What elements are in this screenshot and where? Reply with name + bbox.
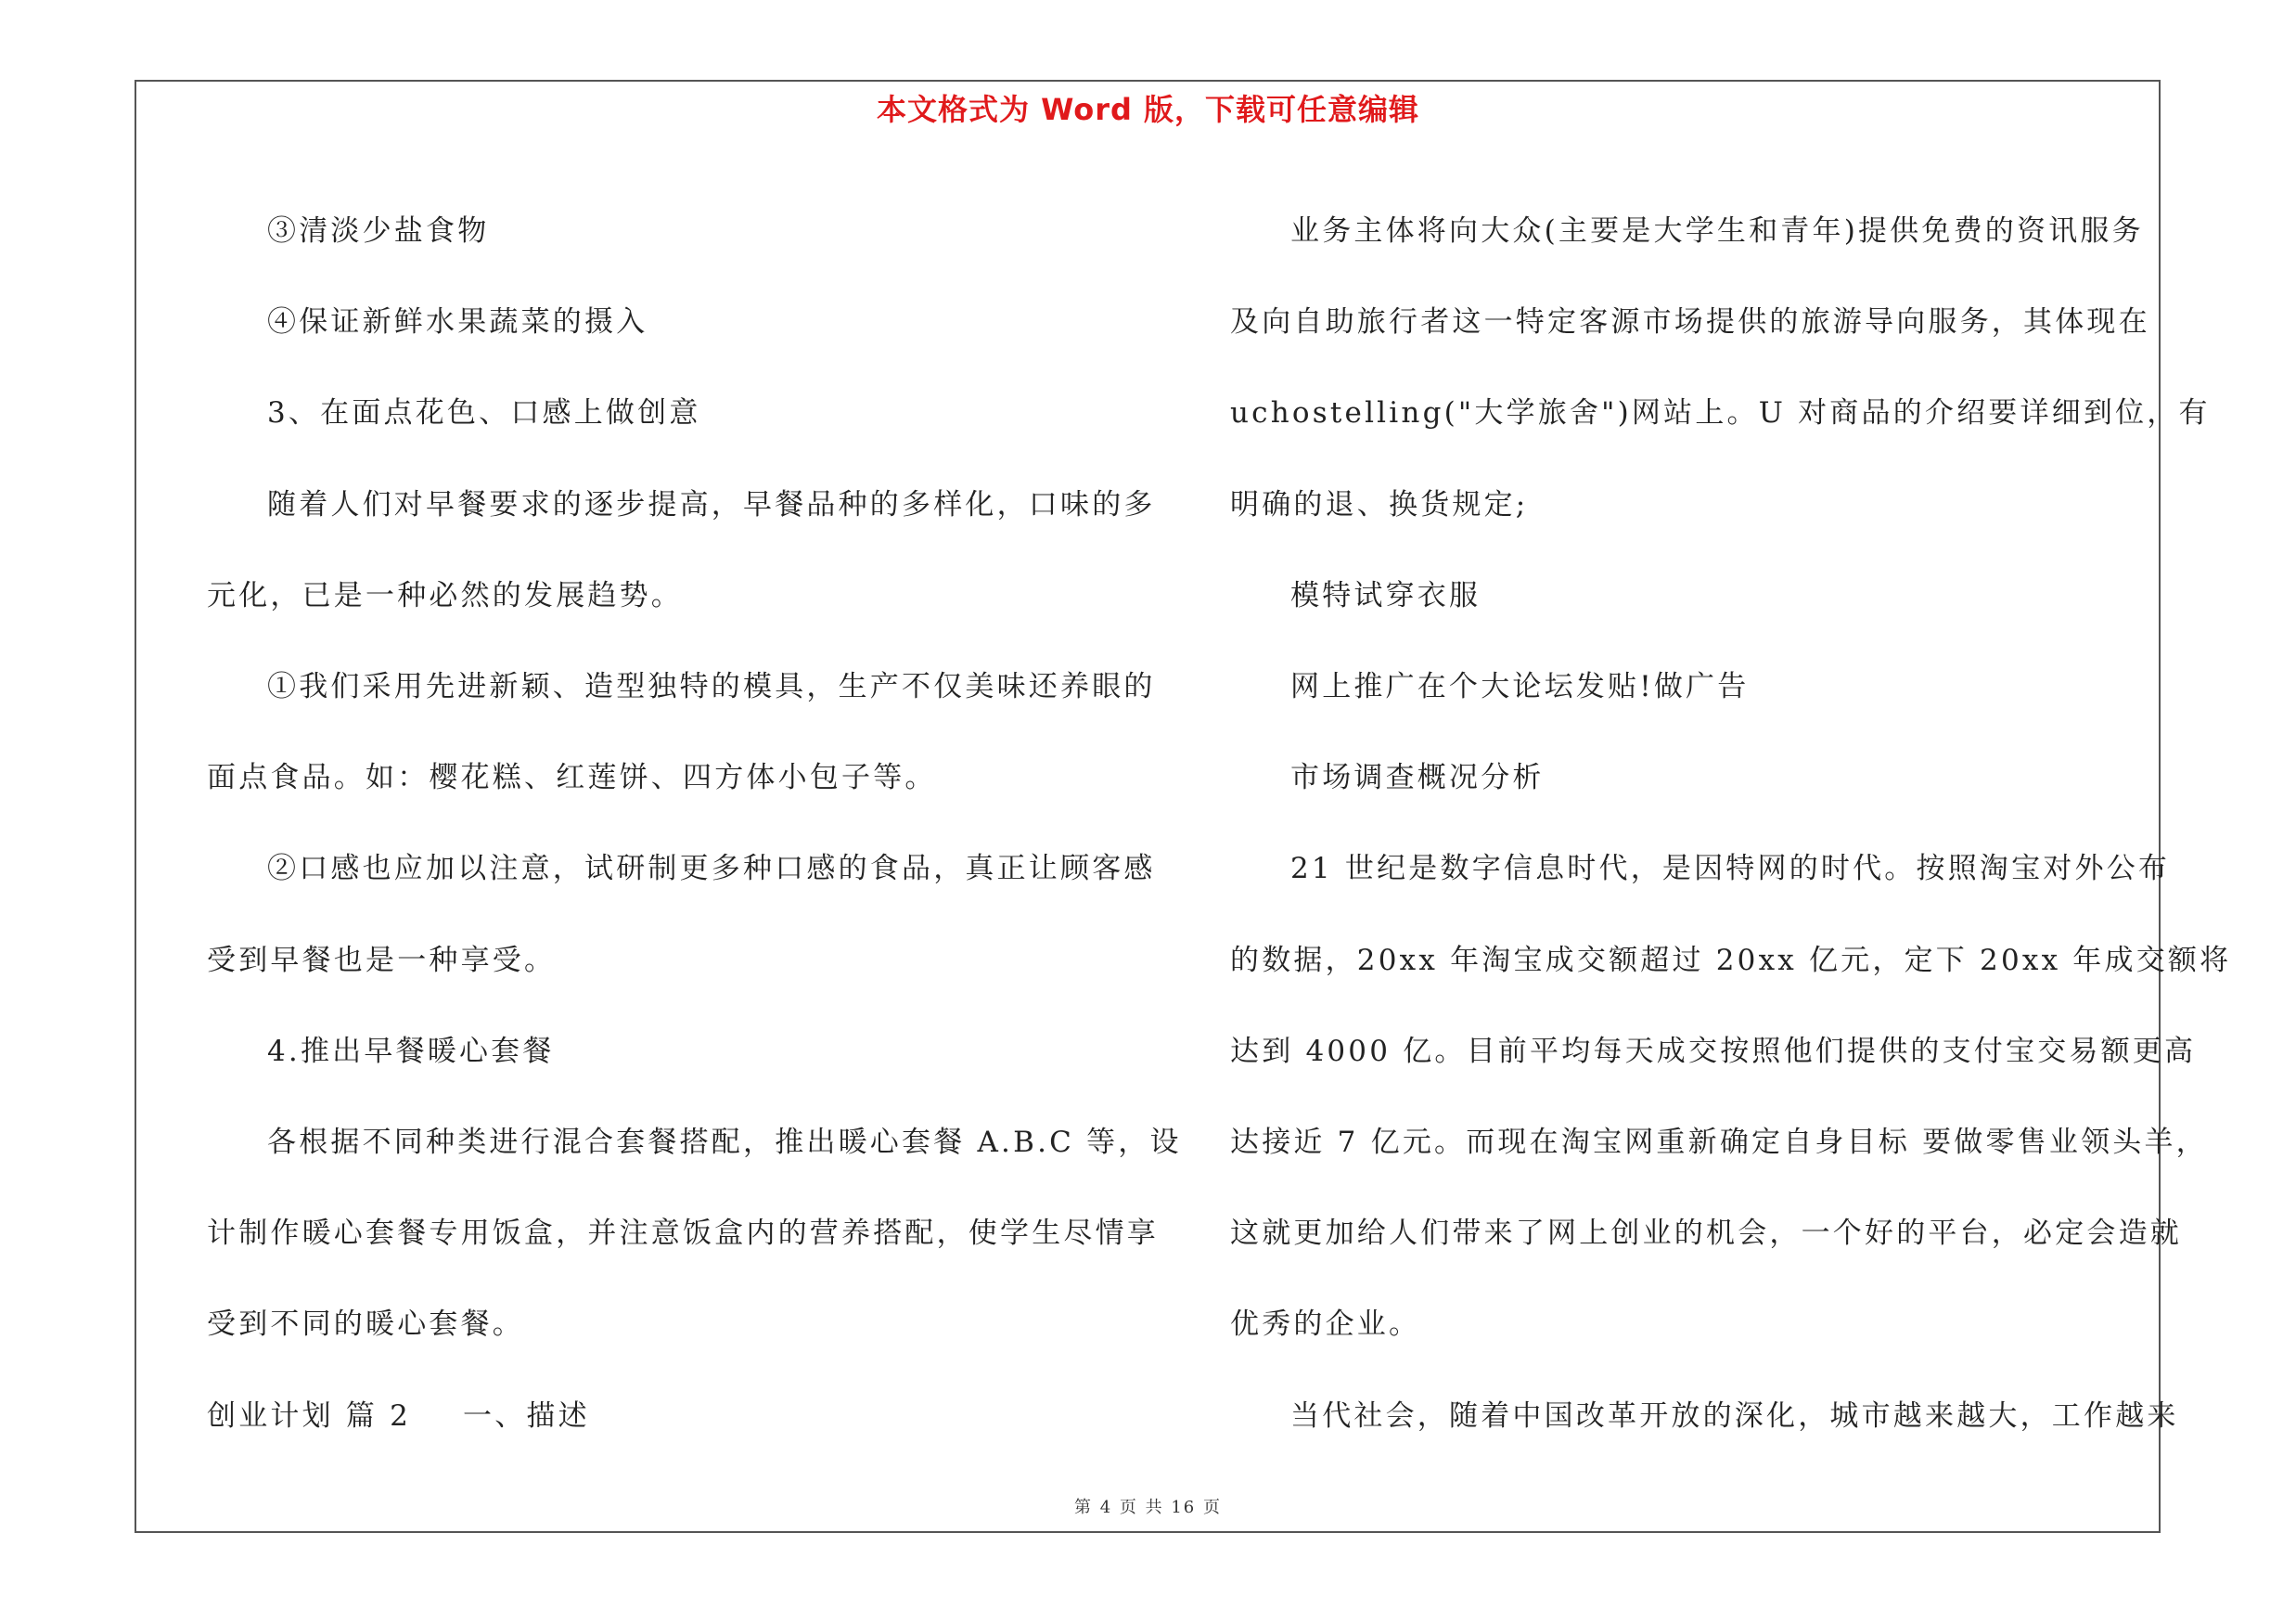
left-paragraph-10: 4.推出早餐暖心套餐 (267, 1034, 555, 1068)
right-column (1230, 186, 2232, 1462)
right-paragraph-4: 明确的退、换货规定; (1230, 487, 1529, 522)
right-paragraph-3: uchostelling("大学旅舍")网站上。U 对商品的介绍要详细到位，有 (1230, 396, 2211, 431)
right-paragraph-13: 优秀的企业。 (1230, 1307, 1421, 1342)
header-banner: 本文格式为 Word 版，下载可任意编辑 (876, 92, 1420, 127)
right-paragraph-8: 21 世纪是数字信息时代，是因特网的时代。按照淘宝对外公布 (1290, 852, 2171, 886)
left-paragraph-1: ③清淡少盐食物 (267, 214, 490, 248)
section-heading (207, 1371, 1125, 1462)
section-subtitle: 一、描述 (463, 1398, 590, 1433)
left-paragraph-6: ①我们采用先进新颖、造型独特的模具，生产不仅美味还养眼的 (267, 670, 1156, 704)
left-paragraph-4: 随着人们对早餐要求的逐步提高，早餐品种的多样化，口味的多 (267, 487, 1156, 522)
left-paragraph-12: 计制作暖心套餐专用饭盒，并注意饭盒内的营养搭配，使学生尽情享 (207, 1217, 1159, 1251)
right-paragraph-5: 模特试穿衣服 (1290, 578, 1481, 612)
left-paragraph-9: 受到早餐也是一种享受。 (207, 943, 557, 977)
right-paragraph-7: 市场调查概况分析 (1290, 761, 1545, 795)
left-paragraph-11: 各根据不同种类进行混合套餐搭配，推出暖心套餐 A.B.C 等，设 (267, 1126, 1182, 1160)
right-paragraph-14: 当代社会，随着中国改革开放的深化，城市越来越大，工作越来 (1290, 1398, 2179, 1433)
right-paragraph-10: 达到 4000 亿。目前平均每天成交按照他们提供的支付宝交易额更高 (1230, 1034, 2197, 1068)
left-paragraph-8: ②口感也应加以注意，试研制更多种口感的食品，真正让顾客感 (267, 852, 1156, 886)
right-paragraph-2: 及向自助旅行者这一特定客源市场提供的旅游导向服务，其体现在 (1230, 305, 2150, 340)
left-paragraph-2: ④保证新鲜水果蔬菜的摄入 (267, 305, 648, 340)
right-paragraph-12: 这就更加给人们带来了网上创业的机会，一个好的平台，必定会造就 (1230, 1217, 2182, 1251)
right-paragraph-1: 业务主体将向大众(主要是大学生和青年)提供免费的资讯服务 (1290, 214, 2144, 248)
left-paragraph-5: 元化，已是一种必然的发展趋势。 (207, 578, 683, 612)
left-paragraph-13: 受到不同的暖心套餐。 (207, 1307, 524, 1342)
section-title: 创业计划 篇 2 (207, 1398, 412, 1433)
right-paragraph-11: 达接近 7 亿元。而现在淘宝网重新确定自身目标 要做零售业领头羊， (1230, 1126, 2208, 1160)
left-column (207, 186, 1182, 1462)
left-paragraph-3: 3、在面点花色、口感上做创意 (267, 396, 701, 431)
page-number: 第 4 页 共 16 页 (1074, 1498, 1222, 1517)
left-paragraph-7: 面点食品。如：樱花糕、红莲饼、四方体小包子等。 (207, 761, 937, 795)
right-paragraph-9: 的数据，20xx 年淘宝成交额超过 20xx 亿元，定下 20xx 年成交额将 (1230, 943, 2232, 977)
right-paragraph-6: 网上推广在个大论坛发贴!做广告 (1290, 670, 1750, 704)
